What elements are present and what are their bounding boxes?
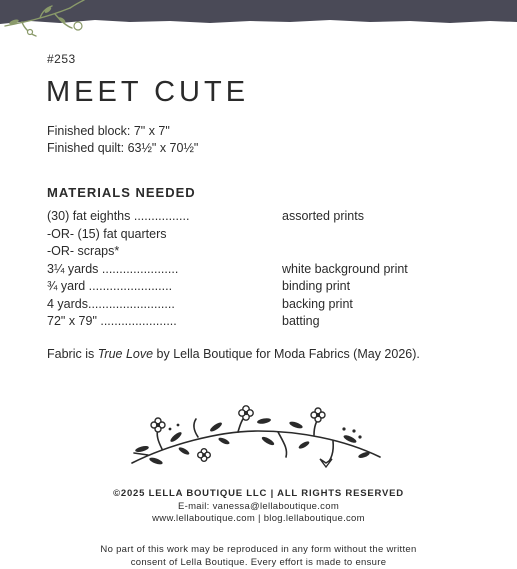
material-quantity: (30) fat eighths ................: [47, 208, 189, 226]
footer: [0, 488, 517, 526]
materials-heading: MATERIALS NEEDED: [47, 185, 196, 200]
list-item: [47, 296, 467, 314]
fabric-note-prefix: Fabric is: [47, 347, 98, 361]
copyright: ©2025 LELLA BOUTIQUE LLC | ALL RIGHTS RESERVED: [0, 488, 517, 501]
fabric-note: [47, 347, 420, 361]
material-description: backing print: [282, 296, 353, 314]
header-band: [0, 0, 517, 24]
list-item: [47, 278, 467, 296]
contact-email: E-mail: vanessa@lellaboutique.com: [0, 501, 517, 514]
legal-line-1: No part of this work may be reproduced in any form without the written: [0, 544, 517, 557]
material-description: assorted prints: [282, 208, 364, 226]
list-item: [47, 261, 467, 279]
material-quantity: 3¼ yards ......................: [47, 261, 178, 279]
material-description: binding print: [282, 278, 350, 296]
list-item: [47, 226, 467, 244]
fabric-collection: True Love: [98, 347, 153, 361]
materials-list: [47, 208, 467, 331]
list-item: [47, 313, 467, 331]
finished-quilt: Finished quilt: 63½" x 70½": [47, 140, 198, 157]
page-title: MEET CUTE: [46, 76, 249, 109]
fabric-note-suffix: by Lella Boutique for Moda Fabrics (May 2026).: [153, 347, 420, 361]
list-item: [47, 208, 467, 226]
material-quantity: -OR- (15) fat quarters: [47, 226, 166, 244]
material-quantity: ¾ yard ........................: [47, 278, 172, 296]
finished-sizes: [47, 123, 198, 157]
finished-block: Finished block: 7" x 7": [47, 123, 198, 140]
material-quantity: -OR- scraps*: [47, 243, 119, 261]
material-quantity: 72" x 79" ......................: [47, 313, 177, 331]
legal-line-2: consent of Lella Boutique. Every effort is made to ensure: [0, 557, 517, 569]
floral-vine-divider-icon: [128, 405, 390, 471]
material-description: white background print: [282, 261, 408, 279]
website-links: www.lellaboutique.com | blog.lellaboutique.com: [0, 513, 517, 526]
floral-sprig-icon: [0, 0, 110, 40]
material-description: batting: [282, 313, 320, 331]
material-quantity: 4 yards.........................: [47, 296, 175, 314]
legal-notice: [0, 544, 517, 569]
pattern-number: #253: [47, 52, 76, 66]
list-item: [47, 243, 467, 261]
